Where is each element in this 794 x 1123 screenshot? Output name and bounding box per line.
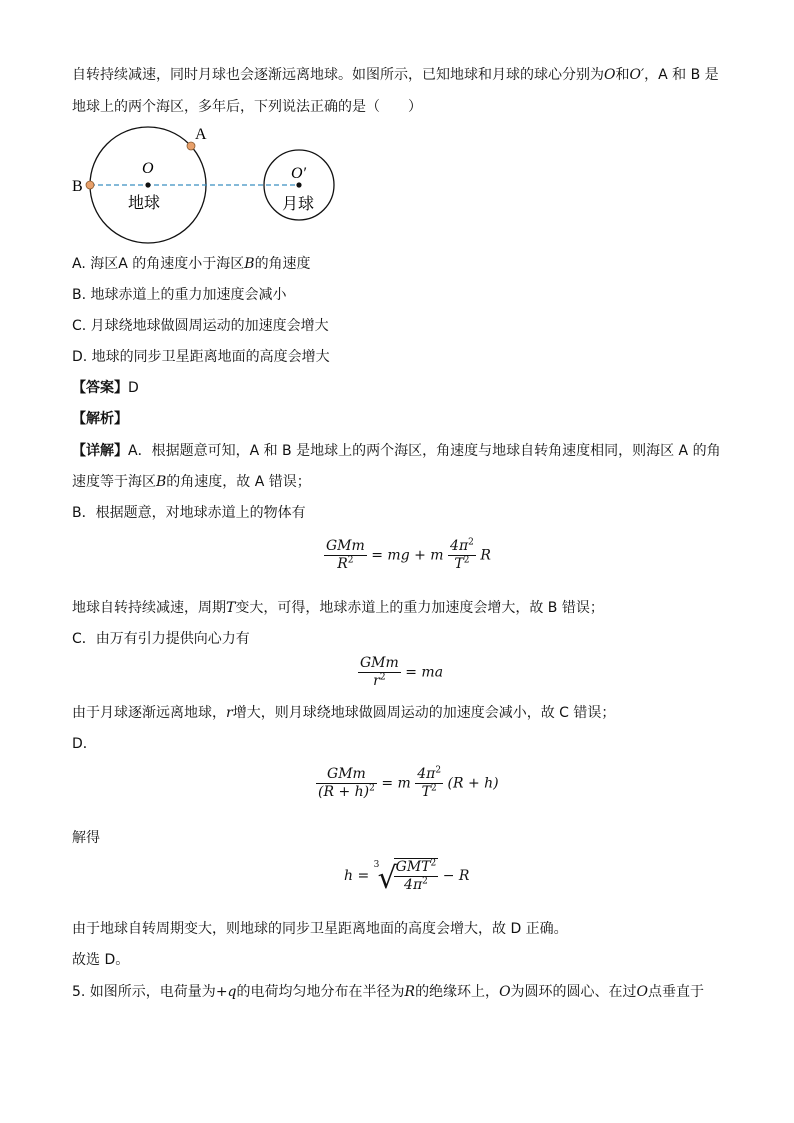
- question-line-1: [72, 65, 719, 85]
- formula-3-frac: [415, 766, 443, 801]
- nq-radius: R: [404, 984, 416, 1000]
- nq-text-4: 为圆环的圆心、在过: [510, 984, 637, 1000]
- detail-a2-text-end: 的角速度，故 A 错误；: [166, 474, 311, 490]
- f4-num: GMT: [395, 859, 431, 875]
- nq-text-2: 的电荷均匀地分布在半径为: [236, 984, 405, 1000]
- formula-2-lhs: [358, 655, 401, 690]
- detail-line-b2: [72, 598, 604, 618]
- formula-1-lhs: [324, 538, 367, 573]
- detail-a2-symbol: B: [156, 474, 167, 490]
- detail-c2-text: 由于月球逐渐远离地球，: [72, 705, 226, 721]
- f1-pnum: 4π: [450, 538, 469, 554]
- point-B: [86, 181, 94, 189]
- f3-pnum-exp: 2: [435, 765, 442, 776]
- next-question-line: [72, 982, 704, 1002]
- label-O: O: [142, 160, 154, 177]
- detail-b2-symbol: T: [226, 600, 236, 616]
- root-index: 3: [373, 860, 380, 870]
- f3-pnum: 4π: [417, 766, 436, 782]
- detail-c2-text-end: 增大，则月球绕地球做圆周运动的加速度会减小，故 C 错误；: [232, 705, 616, 721]
- detail-line-a1: [72, 441, 721, 461]
- detail-a1-text: A．根据题意可知，A 和 B 是地球上的两个海区，角速度与地球自转角速度相同，则海区 A 的角: [128, 443, 721, 459]
- f3-pden-exp: 2: [430, 783, 437, 794]
- f3-den-exp: 2: [369, 783, 375, 794]
- f1-tail: R: [480, 547, 491, 564]
- formula-4: [344, 858, 469, 894]
- answer-line: [72, 378, 139, 398]
- detail-line-a2: [72, 472, 311, 492]
- formula-4-frac: [394, 858, 439, 894]
- earth-center-point: [145, 182, 150, 187]
- conclusion-line: 故选 D。: [72, 952, 130, 968]
- earth-moon-figure: [72, 122, 342, 247]
- cube-root: [374, 858, 439, 894]
- detail-b2-text-end: 变大，可得，地球赤道上的重力加速度会增大，故 B 错误；: [235, 600, 604, 616]
- f4-den: 4π: [404, 877, 423, 893]
- label-A: A: [195, 126, 207, 143]
- option-A-text-end: 的角速度: [254, 256, 311, 272]
- option-A-text: A. 海区A 的角速度小于海区: [72, 256, 245, 272]
- moon-label: 月球: [282, 194, 315, 213]
- detail-b2-text: 地球自转持续减速，周期: [72, 600, 226, 616]
- formula-3: [316, 766, 499, 801]
- formula-1-frac: [448, 538, 476, 573]
- answer-tag: 【答案】: [72, 380, 128, 396]
- detail-line-b1: B．根据题意，对地球赤道上的物体有: [72, 505, 306, 521]
- nq-text-3: 的绝缘环上，: [415, 984, 500, 1000]
- f1-num: GMm: [326, 538, 365, 554]
- point-A: [187, 142, 195, 150]
- nq-text-1: 5. 如图所示，电荷量为: [72, 984, 216, 1000]
- detail-line-d1: D．: [72, 736, 97, 752]
- f2-den: r: [373, 673, 380, 689]
- detail-line-c2: [72, 703, 615, 723]
- detail-tag: 【详解】: [72, 443, 128, 459]
- f4-num-exp: 2: [430, 858, 437, 869]
- symbol-O: O: [604, 67, 616, 83]
- answer-value: D: [128, 380, 139, 396]
- nq-text-5: 点垂直于: [648, 984, 705, 1000]
- label-O-prime: O′: [291, 165, 307, 182]
- nq-O2: O: [636, 984, 649, 1000]
- symbol-O-prime: O′: [629, 67, 645, 83]
- analysis-tag: 【解析】: [72, 411, 128, 427]
- earth-label: 地球: [128, 193, 161, 212]
- moon-center-point: [296, 182, 301, 187]
- question-text-end: ，A 和 B 是: [644, 67, 719, 83]
- formula-1: [324, 538, 491, 573]
- f2-den-exp: 2: [379, 672, 386, 683]
- formula-3-lhs: [316, 766, 377, 801]
- detail-a2-text: 速度等于海区: [72, 474, 156, 490]
- f2-num: GMm: [360, 655, 399, 671]
- option-B: B. 地球赤道上的重力加速度会减小: [72, 287, 287, 303]
- f1-den-exp: 2: [347, 555, 354, 566]
- f1-den: R: [337, 556, 348, 572]
- f3-tail: (R + h): [447, 775, 499, 792]
- option-C: C. 月球绕地球做圆周运动的加速度会增大: [72, 318, 329, 334]
- f1-pnum-exp: 2: [468, 537, 474, 548]
- nq-O1: O: [499, 984, 511, 1000]
- f3-den: (R + h): [318, 784, 370, 800]
- radical-sign: √: [377, 861, 397, 896]
- option-D: D. 地球的同步卫星距离地面的高度会增大: [72, 349, 330, 365]
- detail-line-c1: C．由万有引力提供向心力有: [72, 631, 250, 647]
- question-text: 自转持续减速，同时月球也会逐渐远离地球。如图所示，已知地球和月球的球心分别为: [72, 67, 604, 83]
- f3-rhs: = m: [381, 775, 411, 792]
- option-A-symbol: B: [244, 256, 255, 272]
- f4-den-exp: 2: [422, 876, 428, 887]
- detail-line-d2: 解得: [72, 830, 100, 846]
- f1-rhs: = mg + m: [371, 547, 444, 564]
- f4-lhs: h =: [344, 868, 370, 884]
- and-word: 和: [615, 67, 630, 83]
- option-A: [72, 254, 311, 274]
- detail-line-d3: 由于地球自转周期变大，则地球的同步卫星距离地面的高度会增大，故 D 正确。: [72, 921, 568, 937]
- formula-2: [358, 655, 443, 690]
- f1-pden: T: [454, 556, 464, 572]
- f1-pden-exp: 2: [463, 555, 470, 566]
- question-line-2: 地球上的两个海区，多年后，下列说法正确的是（ ）: [72, 99, 422, 115]
- nq-charge: +q: [215, 984, 237, 1000]
- f2-rhs: = ma: [405, 664, 444, 681]
- f4-tail: − R: [442, 868, 470, 884]
- f3-pden: T: [421, 784, 431, 800]
- label-B: B: [72, 178, 83, 195]
- detail-c2-symbol: r: [226, 705, 233, 721]
- f3-num: GMm: [316, 766, 377, 784]
